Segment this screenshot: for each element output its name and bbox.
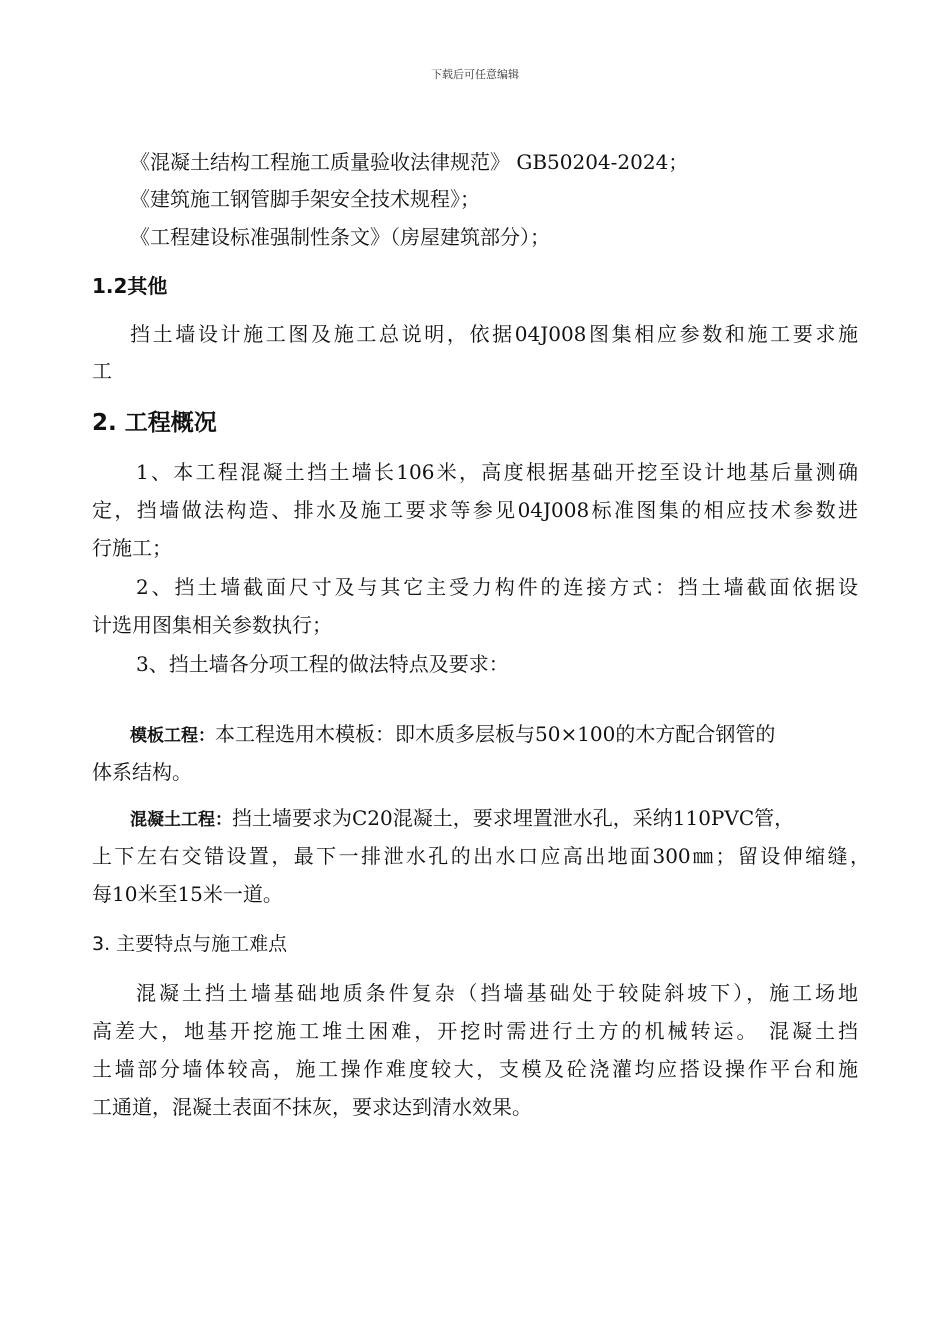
paragraph-line: 高差大，地基开挖施工堆土困难，开挖时需进行土方的机械转运。 混凝土挡 [92,1019,858,1043]
formwork-line [130,718,775,747]
section-heading: 1.2其他 [92,274,168,298]
paragraph-line: 2、挡土墙截面尺寸及与其它主受力构件的连接方式：挡土墙截面依据设 [136,575,858,599]
reference-item: 《工程建设标准强制性条文》（房屋建筑部分）； [130,225,550,249]
paragraph-line: 1、本工程混凝土挡土墙长106米，高度根据基础开挖至设计地基后量测确 [136,460,858,484]
paragraph-line: 计选用图集相关参数执行； [92,613,332,637]
concrete-label: 混凝土工程： [130,810,232,830]
paragraph-line: 体系结构。 [92,760,192,784]
paragraph-line: 上下左右交错设置，最下一排泄水孔的出水口应高出地面300㎜；留设伸缩缝， [92,844,870,868]
formwork-label: 模板工程： [130,726,215,746]
page-header: 下载后可任意编辑 [431,68,519,81]
formwork-text: 本工程选用木模板：即木质多层板与50×100的木方配合钢管的 [215,722,776,746]
paragraph-line: 行施工； [92,536,172,560]
paragraph-line: 3、挡土墙各分项工程的做法特点及要求： [136,652,509,676]
section-heading: 2. 工程概况 [92,410,217,436]
paragraph-line: 工通道，混凝土表面不抹灰，要求达到清水效果。 [92,1095,532,1119]
section-heading: 3. 主要特点与施工难点 [92,933,288,955]
paragraph-line: 土墙部分墙体较高，施工操作难度较大，支模及砼浇灌均应搭设操作平台和施 [92,1057,858,1081]
concrete-text: 挡土墙要求为C20混凝土，要求埋置泄水孔，采纳110PVC管， [232,806,795,830]
concrete-line [130,802,794,831]
paragraph-line: 混凝土挡土墙基础地质条件复杂（挡墙基础处于较陡斜坡下），施工场地 [136,981,858,1005]
paragraph-line: 定，挡墙做法构造、排水及施工要求等参见04J008标准图集的相应技术参数进 [92,498,858,522]
paragraph-line: 挡土墙设计施工图及施工总说明，依据04J008图集相应参数和施工要求施 [130,322,858,346]
reference-item: 《建筑施工钢管脚手架安全技术规程》； [130,187,480,211]
reference-item: 《混凝土结构工程施工质量验收法律规范》 GB50204-2024； [130,150,689,174]
paragraph-line: 工 [92,359,112,383]
paragraph-line: 每10米至15米一道。 [92,882,283,906]
